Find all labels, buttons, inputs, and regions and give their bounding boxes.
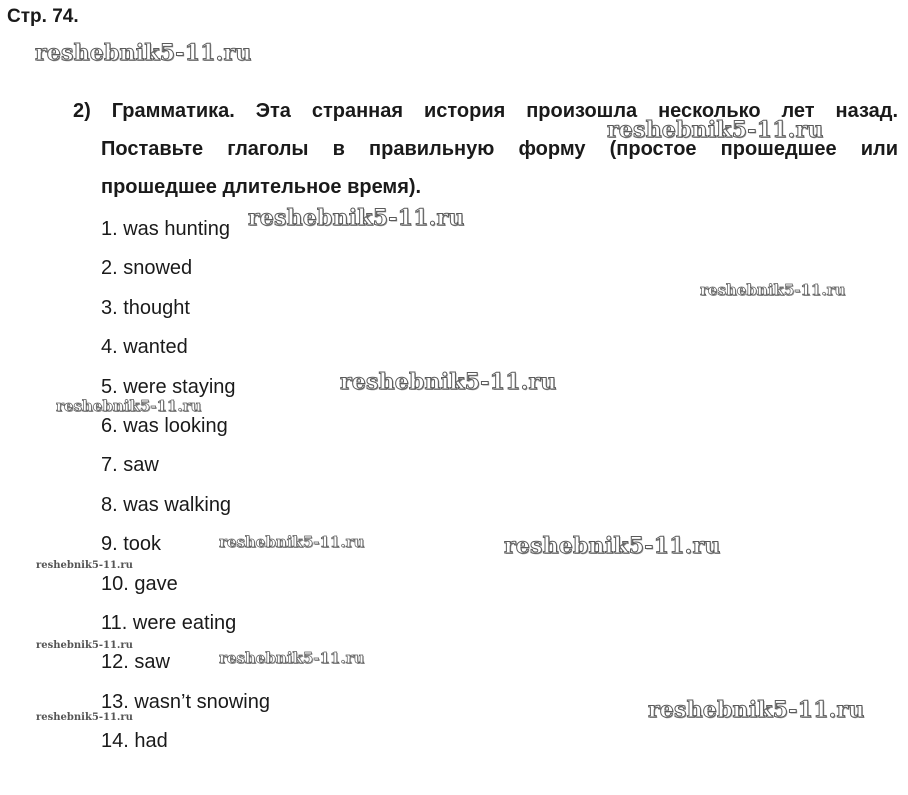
watermark: reshebnik5-11.ru — [340, 369, 557, 395]
answer-item: 2. snowed — [101, 257, 193, 280]
answer-item: 5. were staying — [101, 375, 236, 398]
watermark: reshebnik5-11.ru — [219, 533, 365, 551]
answer-item: 12. saw — [101, 651, 170, 674]
watermark: reshebnik5-11.ru — [607, 117, 824, 143]
answer-item: 14. had — [101, 730, 168, 753]
answer-item: 9. took — [101, 533, 162, 556]
watermark: reshebnik5-11.ru — [648, 697, 865, 723]
watermark: reshebnik5-11.ru — [36, 560, 133, 571]
watermark: reshebnik5-11.ru — [36, 640, 133, 651]
watermark: reshebnik5-11.ru — [35, 40, 252, 66]
watermark: reshebnik5-11.ru — [248, 205, 465, 231]
answer-item: 4. wanted — [101, 336, 188, 359]
answer-list — [101, 210, 270, 761]
page-number: Стр. 74. — [7, 6, 79, 27]
answer-item: 3. thought — [101, 296, 190, 319]
answer-item: 13. wasn’t snowing — [101, 690, 270, 713]
task-heading-line: Поставьте глаголы в правильную форму (простое прошедшее или — [101, 138, 898, 160]
answer-item: 7. saw — [101, 454, 159, 477]
watermark: reshebnik5-11.ru — [504, 533, 721, 559]
watermark: reshebnik5-11.ru — [700, 281, 846, 299]
answer-item: 11. were eating — [101, 611, 237, 634]
watermark: reshebnik5-11.ru — [36, 712, 133, 723]
answer-item: 10. gave — [101, 572, 178, 595]
answer-item: 8. was walking — [101, 493, 232, 516]
answer-item: 6. was looking — [101, 414, 228, 437]
watermark: reshebnik5-11.ru — [56, 397, 202, 415]
task-heading-line: прошедшее длительное время). — [101, 176, 422, 198]
task-heading — [73, 92, 898, 206]
answer-item: 1. was hunting — [101, 218, 230, 240]
watermark: reshebnik5-11.ru — [219, 649, 365, 667]
task-heading-line: 2) Грамматика. Эта странная история произошла несколько лет назад. — [73, 100, 898, 122]
